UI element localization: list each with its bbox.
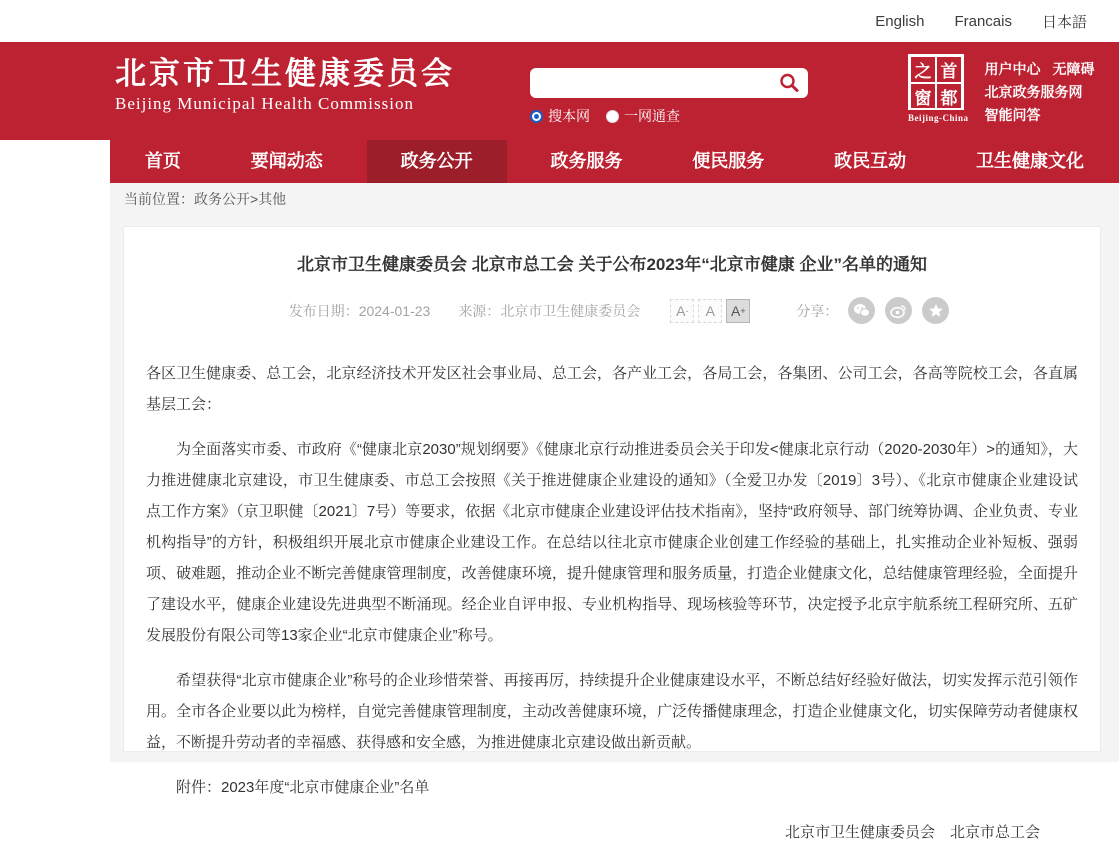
signature: 北京市卫生健康委员会 北京市总工会 (784, 824, 1040, 841)
nav-health-culture[interactable]: 卫生健康文化 (975, 151, 1084, 171)
link-accessibility[interactable]: 无障碍 (1052, 61, 1095, 77)
article-title: 北京市卫生健康委员会 北京市总工会 关于公布2023年“北京市健康 企业”名单的通知 (297, 255, 927, 274)
content-wrapper (110, 183, 1119, 841)
article-meta (146, 297, 1078, 324)
nav-news[interactable]: 要闻动态 (250, 151, 323, 171)
breadcrumb-separator: > (250, 191, 259, 207)
portal-logo-grid: 之 首 窗 都 (908, 54, 964, 110)
wechat-share-icon[interactable] (848, 297, 875, 324)
quick-links (985, 54, 1095, 127)
article-card (123, 226, 1101, 841)
radio-unselected-icon (606, 110, 619, 123)
site-title-zh: 北京市卫生健康委员会 (115, 56, 455, 91)
lang-english[interactable]: English (875, 12, 925, 30)
search-area (530, 68, 808, 126)
font-decrease-button[interactable]: A - (670, 299, 694, 323)
publish-date: 发布日期：2024-01-23 (288, 302, 431, 319)
search-box (530, 68, 808, 98)
nav-gov-disclosure[interactable]: 政务公开 (367, 140, 507, 183)
site-logo[interactable] (115, 56, 455, 114)
source: 来源：北京市卫生健康委员会 (458, 302, 641, 319)
attachment-link[interactable]: 附件：2023年度“北京市健康企业”名单 (176, 779, 430, 796)
link-smart-qa[interactable]: 智能问答 (984, 107, 1041, 123)
font-size-controls (670, 299, 750, 323)
site-header (0, 42, 1119, 140)
search-scope-options (530, 106, 808, 126)
radio-search-network[interactable] (606, 106, 680, 126)
portal-area (908, 54, 1095, 127)
radio-search-site[interactable] (530, 106, 590, 126)
radio-search-site-label: 搜本网 (548, 108, 590, 124)
portal-logo-caption: Beijing-China (908, 113, 969, 123)
nav-gov-services[interactable]: 政务服务 (550, 151, 623, 171)
site-title-en: Beijing Municipal Health Commission (115, 94, 414, 113)
breadcrumb-gov-disclosure[interactable]: 政务公开 (194, 191, 250, 207)
nav-interaction[interactable]: 政民互动 (834, 151, 907, 171)
paragraph-salutation: 各区卫生健康委、总工会，北京经济技术开发区社会事业局、总工会，各产业工会，各局工会，各集团、公司工会，各高等院校工会，各直属基层工会： (146, 365, 1078, 413)
radio-selected-icon (530, 110, 543, 123)
nav-public-services[interactable]: 便民服务 (692, 151, 765, 171)
qzone-share-icon[interactable] (922, 297, 949, 324)
weibo-share-icon[interactable] (885, 297, 912, 324)
search-icon[interactable] (778, 72, 800, 94)
breadcrumb-other[interactable]: 其他 (258, 191, 287, 207)
link-gov-service-portal[interactable]: 北京政务服务网 (984, 84, 1083, 100)
language-bar (0, 0, 1119, 42)
paragraph-hope: 希望获得“北京市健康企业”称号的企业珍惜荣誉、再接再厉，持续提升企业健康建设水平，不断总结好经验好做法，切实发挥示范引领作用。全市各企业要以此为榜样，自觉完善健康管理制度，主动改善健康环境，广泛传播健康理念，打造企业健康文化，切实保障劳动者健康权益，不断提升劳动者的幸福感、获得感和安全感，为推进健康北京建设做出新贡献。 (146, 672, 1078, 751)
main-nav (110, 140, 1119, 183)
share-label: 分享： (796, 302, 839, 319)
lang-french[interactable]: Francais (954, 12, 1012, 30)
breadcrumb-prefix: 当前位置： (124, 191, 194, 207)
nav-home[interactable]: 首页 (144, 151, 181, 171)
paragraph-main: 为全面落实市委、市政府《“健康北京2030”规划纲要》《健康北京行动推进委员会关于印发<健康北京行动（2020-2030年）>的通知》，大力推进健康北京建设，市卫生健康委、市总工会按照《关于推进健康企业建设的通知》（全爱卫办发〔2019〕3号）、《北京市健康企业建设试点工作方案》（京卫职健〔2021〕7号）等要求，依据《北京市健康企业建设评估技术指南》，坚持“政府领导、部门统筹协调、企业负责、专业机构指导”的方针，积极组织开展北京市健康企业建设工作。在总结以往北京市健康企业创建工作经验的基础上，扎实推动企业补短板、强弱项、破难题，推动企业不断完善健康管理制度，改善健康环境，提升健康管理和服务质量，打造企业健康文化，总结健康管理经验，全面提升了建设水平，健康企业建设先进典型不断涌现。经企业自评申报、专业机构指导、现场核验等环节，决定授予北京宇航系统工程研究所、五矿发展股份有限公司等13家企业“北京市健康企业”称号。 (146, 441, 1078, 644)
font-reset-button[interactable]: A (698, 299, 722, 323)
radio-search-network-label: 一网通查 (624, 108, 680, 124)
article-body (146, 358, 1078, 848)
font-increase-button[interactable]: A + (726, 299, 750, 323)
lang-japanese[interactable]: 日本語 (1041, 13, 1087, 31)
breadcrumb (110, 183, 1119, 216)
beijing-china-logo[interactable] (908, 54, 969, 127)
link-user-center[interactable]: 用户中心 (984, 61, 1041, 77)
search-input[interactable] (542, 70, 778, 96)
share-bar (796, 297, 949, 324)
